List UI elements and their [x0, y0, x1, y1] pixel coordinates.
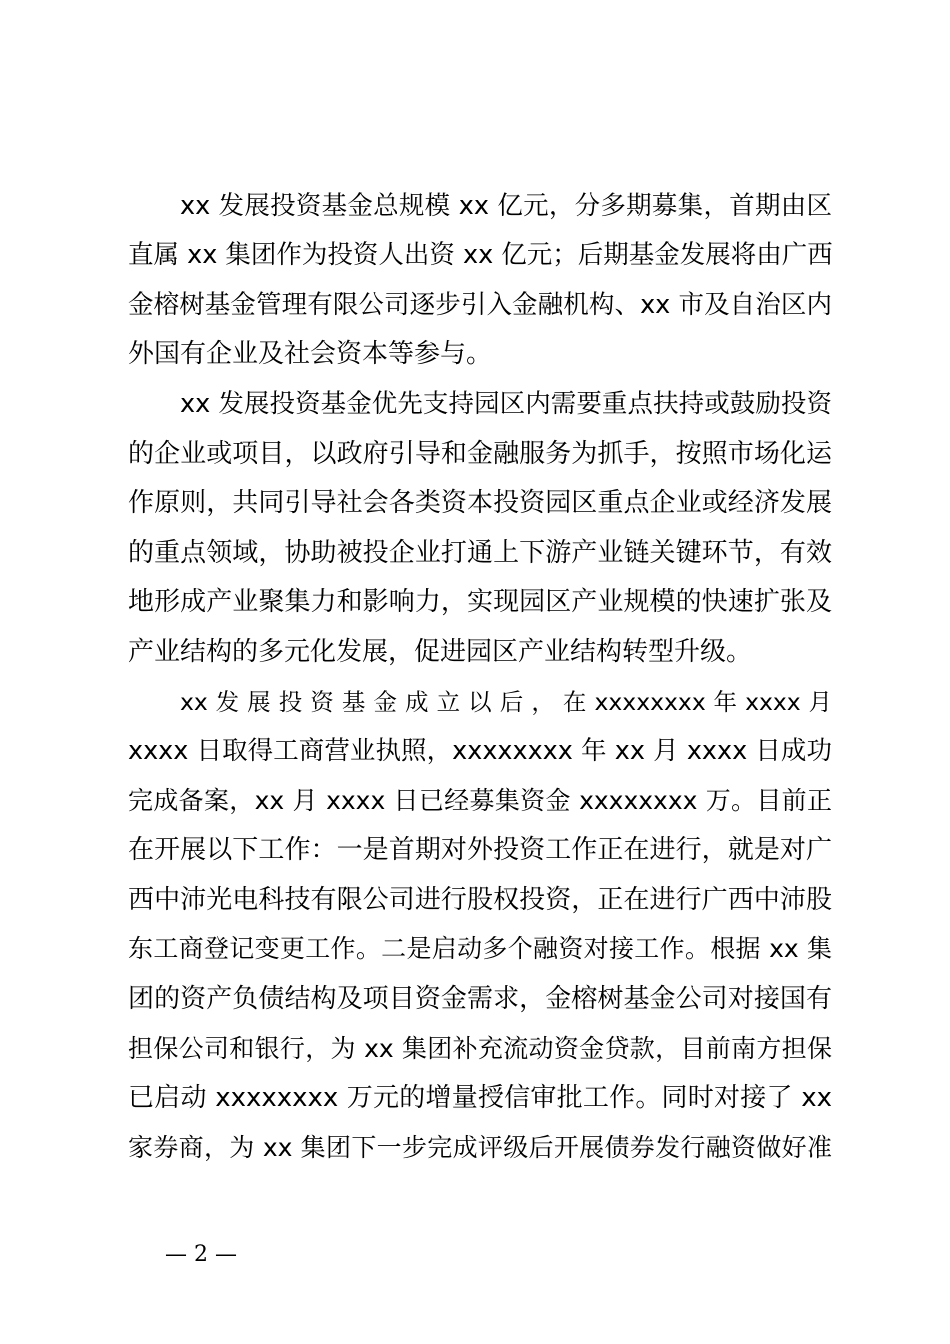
paragraph-3-line-5: 西中沛光电科技有限公司进行股权投资，正在进行广西中沛股 — [128, 885, 832, 915]
paragraph-1-line-1: xx 发展投资基金总规模 xx 亿元，分多期募集，首期由区 — [180, 191, 832, 221]
paragraph-2-line-3: 作原则，共同引导社会各类资本投资园区重点企业或经济发展 — [128, 488, 832, 518]
paragraph-3-line-2: xxxx 日取得工商营业执照，xxxxxxxx 年 xx 月 xxxx 日成功 — [128, 736, 832, 766]
paragraph-3-line-10: 家券商，为 xx 集团下一步完成评级后开展债券发行融资做好准 — [128, 1133, 832, 1162]
paragraph-2-line-4: 的重点领域，协助被投企业打通上下游产业链关键环节，有效 — [128, 538, 832, 568]
paragraph-2-line-1: xx 发展投资基金优先支持园区内需要重点扶持或鼓励投资 — [180, 389, 832, 419]
paragraph-2-line-6: 产业结构的多元化发展，促进园区产业结构转型升级。 — [128, 637, 753, 667]
paragraph-3-line-4: 在开展以下工作：一是首期对外投资工作正在进行，就是对广 — [128, 835, 832, 865]
paragraph-2-line-5: 地形成产业聚集力和影响力，实现园区产业规模的快速扩张及 — [128, 587, 832, 617]
paragraph-3-line-1: xx 发 展 投 资 基 金 成 立 以 后 ， 在 xxxxxxxx 年 xxxx 月 — [180, 688, 832, 716]
paragraph-3-line-8: 担保公司和银行，为 xx 集团补充流动资金贷款，目前南方担保 — [128, 1034, 832, 1063]
page-number: — 2 — — [165, 1242, 237, 1267]
paragraph-3-line-7: 团的资产负债结构及项目资金需求，金榕树基金公司对接国有 — [128, 984, 832, 1014]
paragraph-3-line-6: 东工商登记变更工作。二是启动多个融资对接工作。根据 xx 集 — [128, 934, 832, 963]
paragraph-3-line-3: 完成备案，xx 月 xxxx 日已经募集资金 xxxxxxxx 万。目前正 — [128, 786, 832, 815]
paragraph-1-line-2: 直属 xx 集团作为投资人出资 xx 亿元；后期基金发展将由广西 — [128, 240, 833, 270]
paragraph-1-line-3: 金榕树基金管理有限公司逐步引入金融机构、xx 市及自治区内 — [128, 290, 832, 320]
paragraph-3-line-9: 已启动 xxxxxxxx 万元的增量授信审批工作。同时对接了 xx — [128, 1083, 832, 1113]
paragraph-1-line-4: 外国有企业及社会资本等参与。 — [128, 339, 493, 369]
paragraph-2-line-2: 的企业或项目，以政府引导和金融服务为抓手，按照市场化运 — [128, 439, 832, 469]
